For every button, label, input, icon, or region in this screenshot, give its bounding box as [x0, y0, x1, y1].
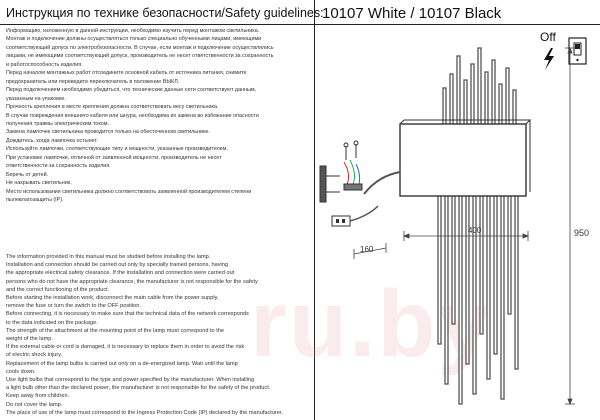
en-instruction-line: If the external cable or cord is damaged, it is necessary to replace them in order to avoid the risk: [6, 344, 245, 351]
en-instruction-line: a light bulb other than the declared power, the manufacturer is not responsible for the safety of the product.: [6, 385, 271, 392]
english-instructions: [6, 253, 306, 417]
en-instruction-line: The place of use of the lamp must correspond to the Ingress Protection Code (IP) declared by the manufacturer.: [6, 409, 284, 416]
ru-instruction-line: Используйте лампочки, соответствующие типу и мощности, указанные производителем.: [6, 146, 228, 153]
en-instruction-line: Installation and connection should be carried out only by specially trained persons, having: [6, 262, 229, 269]
ru-instruction-line: лицами, не имеющими соответствующий допуск, производитель не несет ответственности за сохранность: [6, 53, 274, 60]
ru-instruction-line: Не накрывать светильник.: [6, 180, 72, 187]
ru-instruction-line: Информацию, изложенную в данной инструкции, необходимо изучить перед монтажом светильника.: [6, 28, 260, 34]
ru-instruction-line: пылевлагозащиты (IP).: [6, 197, 64, 204]
en-instruction-line: The strength of the attachment at the mounting point of the lamp must correspond to the: [6, 327, 224, 334]
ru-instruction-line: Беречь от детей.: [6, 171, 49, 178]
en-instruction-line: Replacement of the lamp bulbs is carried out only on a de-energized lamp. Wait until the lamp: [6, 360, 238, 367]
screw-icon: [344, 141, 358, 160]
terminal-block: [332, 206, 378, 226]
en-instruction-line: the appropriate electrical safety clearance. If the installation and connection were carried out: [6, 270, 235, 277]
en-instruction-line: of electric shock injury.: [6, 352, 63, 359]
off-label: Off: [540, 30, 556, 44]
en-instruction-line: The information provided in this manual must be studied before installing the lamp.: [6, 254, 211, 260]
wall-bracket: [320, 160, 400, 202]
en-instruction-line: Do not cover the lamp.: [6, 401, 63, 408]
product-drawing: [318, 26, 598, 418]
lightning-icon: [544, 48, 554, 70]
en-instruction-line: and the correct functioning of the product.: [6, 286, 110, 293]
en-instruction-line: Before connecting, it is necessary to make sure that the technical data of the network corresponds: [6, 311, 249, 318]
en-instruction-line: Use light bulbs that correspond to the type and power specified by the manufacturer. When installing: [6, 377, 255, 384]
ru-instruction-line: Прочность крепления в месте крепления должна соответствовать весу светильника.: [6, 104, 219, 111]
en-instruction-line: remove the fuse or turn the switch to the OFF position.: [6, 303, 141, 310]
model-title: 10107 White / 10107 Black: [322, 5, 502, 22]
header-rule: [0, 24, 600, 25]
width-label: 400: [468, 226, 482, 235]
ru-instruction-line: Место использования светильника должно соответствовать заявленной производителем степени: [6, 188, 252, 195]
watermark-text: ru.by: [250, 271, 493, 377]
en-instruction-line: persons who do not have the appropriate clearance, the manufacturer is not responsible for the safety: [6, 278, 258, 285]
ru-instruction-line: Замена лампочек светильника проводится только на обесточенном светильнике.: [6, 129, 210, 136]
height-label: 950: [574, 228, 590, 238]
en-instruction-line: to the data indicated on the package.: [6, 319, 98, 326]
ru-instruction-line: Дождитесь, когда лампочка остынет.: [6, 137, 98, 144]
en-instruction-line: weight of the lamp.: [6, 336, 53, 343]
ru-instruction-line: В случае повреждения внешнего кабеля или шнура, необходима их замена во избежание опасности: [6, 112, 259, 119]
canopy-box: [400, 124, 526, 196]
ru-instruction-line: и работоспособность изделия.: [6, 61, 83, 68]
column-divider: [314, 0, 315, 420]
ru-instruction-line: получения травмы электрическим током.: [6, 120, 109, 127]
crystal-rods-upper: [443, 48, 516, 128]
en-instruction-line: Keep away from children.: [6, 393, 70, 400]
ru-instruction-line: Перед началом монтажных работ отсоедините основной кабель от источника питания, снимите: [6, 70, 247, 77]
ru-instruction-line: При установке лампочки, отличной от заявленной мощности, производитель не несет: [6, 154, 222, 161]
height-dimension: [565, 48, 575, 404]
ru-instruction-line: ответственности за сохранность изделия.: [6, 163, 111, 170]
ru-instruction-line: Монтаж и подключение должны осуществляться только специально обученными лицами, имеющими: [6, 36, 262, 43]
en-instruction-line: Before starting the installation work, disconnect the main cable from the power supply,: [6, 295, 219, 302]
ru-instruction-line: соответствующий допуск по электробезопасности. В случае, если монтаж и подключение осуществлялись: [6, 44, 274, 51]
safety-title: Инструкция по технике безопасности/Safety guidelines:: [6, 6, 324, 20]
ru-instruction-line: предохранитель или переведите переключатель в положение ВЫКЛ.: [6, 78, 180, 85]
russian-instructions: [6, 27, 310, 205]
ru-instruction-line: Перед подключением необходимо убедиться, что технические данные сети соответствуют данным,: [6, 87, 257, 94]
en-instruction-line: cools down.: [6, 368, 36, 375]
depth-label: 160: [360, 245, 374, 254]
ru-instruction-line: указанным на упаковке.: [6, 95, 66, 102]
